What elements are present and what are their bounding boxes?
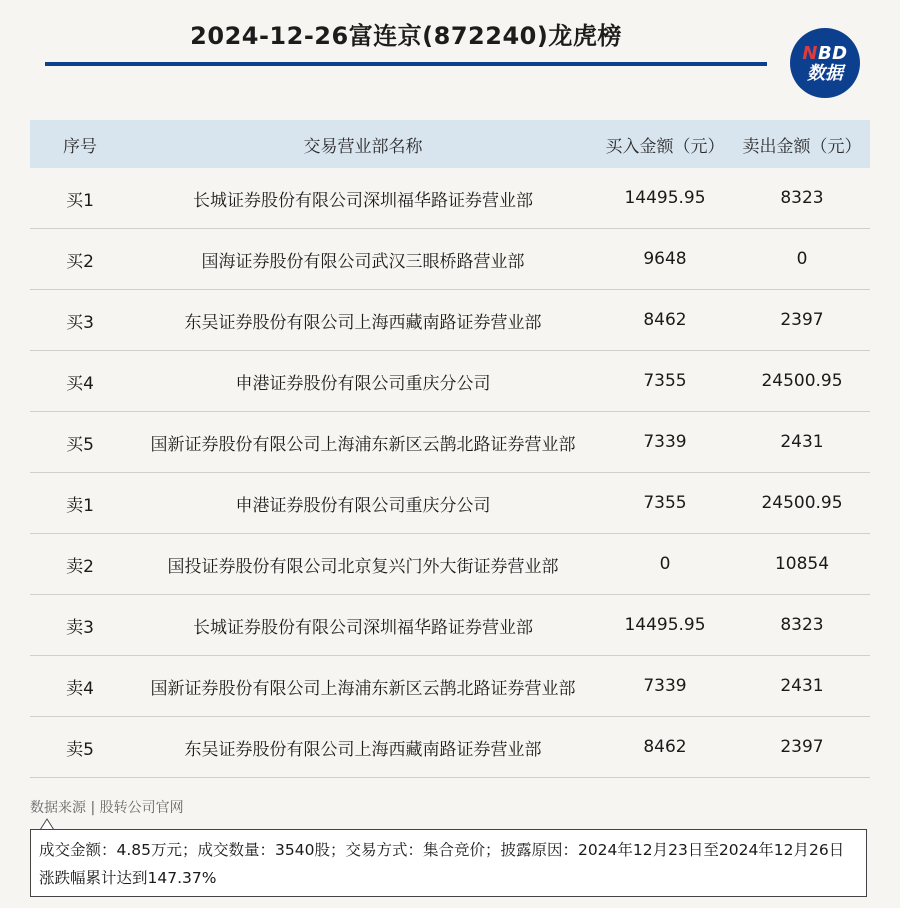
cell-broker-name: 国投证券股份有限公司北京复兴门外大街证券营业部 [167, 556, 559, 577]
header-index: 序号 [63, 136, 97, 157]
cell-sell-amount: 10854 [774, 554, 830, 574]
cell-sell-amount: 0 [796, 249, 808, 269]
cell-buy-amount: 7355 [643, 493, 687, 513]
page-title: 2024-12-26富连京(872240)龙虎榜 [190, 22, 622, 50]
logo-letter-n: N [802, 43, 818, 64]
cell-buy-amount: 9648 [643, 249, 687, 269]
table-row [30, 595, 870, 656]
cell-sell-amount: 2431 [780, 676, 824, 696]
table-row [30, 534, 870, 595]
cell-sell-amount: 2397 [780, 737, 824, 757]
cell-broker-name: 东吴证券股份有限公司上海西藏南路证券营业部 [184, 739, 542, 760]
table-row [30, 717, 870, 778]
cell-sell-amount: 2431 [780, 432, 824, 452]
logo-letters-bd: BD [817, 43, 848, 64]
title-divider [45, 62, 767, 66]
cell-index: 买2 [66, 251, 94, 272]
cell-buy-amount: 8462 [643, 310, 687, 330]
table-row [30, 229, 870, 290]
table-row [30, 290, 870, 351]
cell-broker-name: 申港证券股份有限公司重庆分公司 [235, 373, 491, 394]
table-body [30, 168, 870, 778]
data-source: 数据来源 | 股转公司官网 [30, 800, 184, 816]
table-row [30, 412, 870, 473]
cell-buy-amount: 7339 [643, 432, 687, 452]
logo-line-2: 数据 [807, 63, 843, 84]
cell-buy-amount: 8462 [643, 737, 687, 757]
cell-index: 买3 [66, 312, 94, 333]
header-sell-amount: 卖出金额（元） [742, 136, 862, 157]
cell-index: 卖2 [66, 556, 94, 577]
table-row [30, 656, 870, 717]
cell-buy-amount: 14495.95 [624, 615, 706, 635]
cell-index: 买1 [66, 190, 94, 211]
cell-buy-amount: 7355 [643, 371, 687, 391]
cell-index: 卖1 [66, 495, 94, 516]
cell-index: 卖5 [66, 739, 94, 760]
cell-index: 卖3 [66, 617, 94, 638]
cell-broker-name: 长城证券股份有限公司深圳福华路证券营业部 [193, 617, 533, 638]
cell-buy-amount: 14495.95 [624, 188, 706, 208]
cell-sell-amount: 24500.95 [761, 493, 843, 513]
header-buy-amount: 买入金额（元） [605, 136, 725, 157]
table-row [30, 473, 870, 534]
cell-broker-name: 国新证券股份有限公司上海浦东新区云鹊北路证券营业部 [150, 678, 576, 699]
cell-broker-name: 东吴证券股份有限公司上海西藏南路证券营业部 [184, 312, 542, 333]
logo-line-1 [802, 45, 847, 63]
cell-index: 卖4 [66, 678, 94, 699]
table-row [30, 168, 870, 229]
cell-sell-amount: 8323 [780, 615, 824, 635]
cell-index: 买5 [66, 434, 94, 455]
cell-index: 买4 [66, 373, 94, 394]
cell-buy-amount: 0 [659, 554, 671, 574]
table-header [30, 120, 870, 168]
cell-sell-amount: 24500.95 [761, 371, 843, 391]
trade-summary-note: 成交金额：4.85万元；成交数量：3540股；交易方式：集合竞价；披露原因：2024年12月23日至2024年12月26日涨跌幅累计达到147.37% [30, 829, 867, 897]
nbd-data-logo [790, 28, 860, 98]
table-row [30, 351, 870, 412]
cell-sell-amount: 2397 [780, 310, 824, 330]
cell-buy-amount: 7339 [643, 676, 687, 696]
cell-sell-amount: 8323 [780, 188, 824, 208]
cell-broker-name: 国海证券股份有限公司武汉三眼桥路营业部 [201, 251, 525, 272]
cell-broker-name: 申港证券股份有限公司重庆分公司 [235, 495, 491, 516]
cell-broker-name: 国新证券股份有限公司上海浦东新区云鹊北路证券营业部 [150, 434, 576, 455]
dragon-tiger-table [30, 120, 870, 778]
header-broker-name: 交易营业部名称 [303, 136, 423, 157]
cell-broker-name: 长城证券股份有限公司深圳福华路证券营业部 [193, 190, 533, 211]
